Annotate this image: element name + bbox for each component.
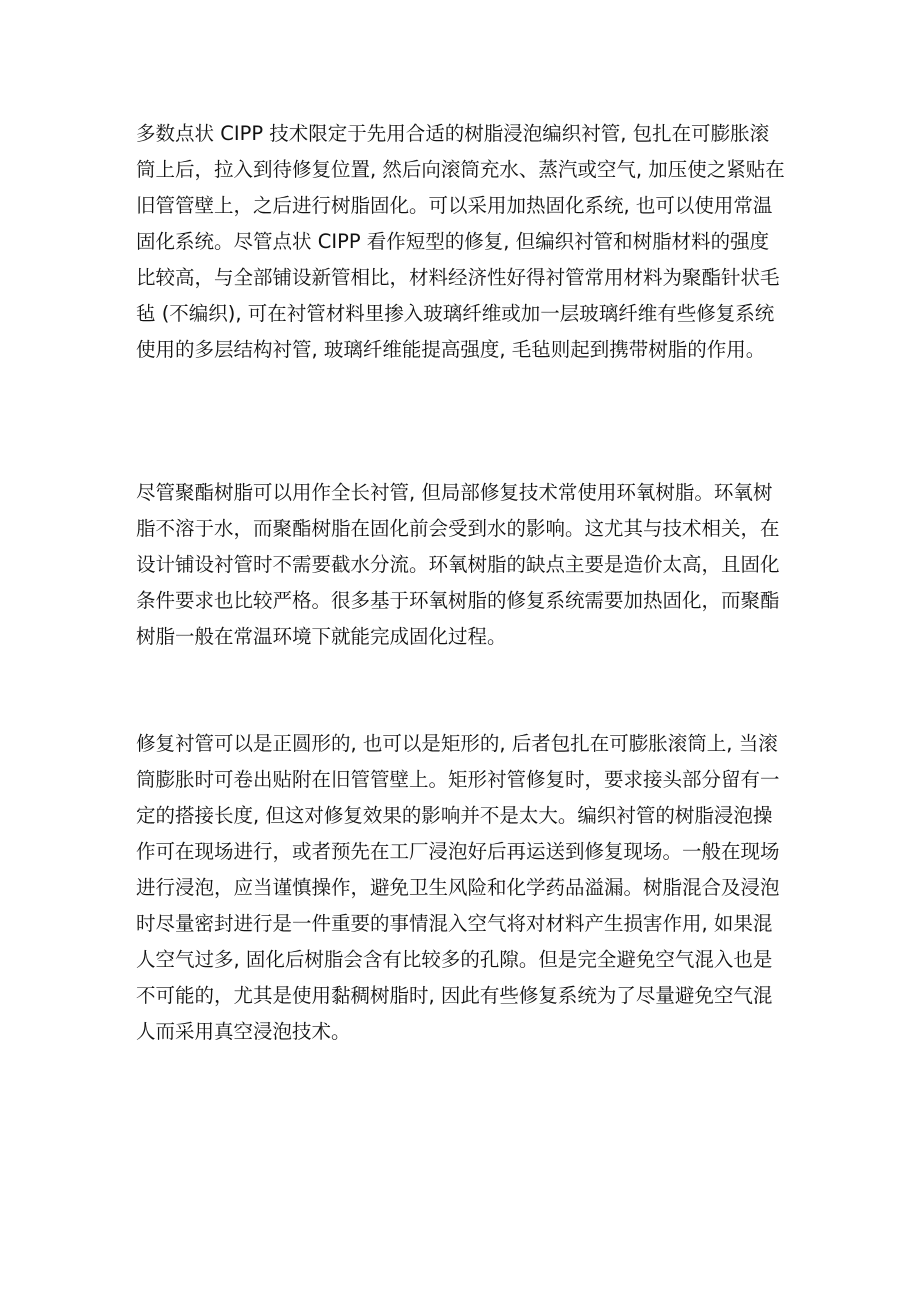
text-line: 作可在现场进行，或者预先在工厂浸泡好后再运送到修复现场。一般在现场: [136, 840, 780, 863]
text-line: 树脂一般在常温环境下就能完成固化过程。: [136, 625, 507, 648]
text-line: 修复衬管可以是正圆形的, 也可以是矩形的, 后者包扎在可膨胀滚筒上, 当滚: [136, 732, 778, 755]
text-line: 毡 (不编织), 可在衬管材料里掺入玻璃纤维或加一层玻璃纤维有些修复系统: [136, 302, 775, 325]
text-line: 旧管管壁上，之后进行树脂固化。可以采用加热固化系统, 也可以使用常温: [136, 194, 773, 217]
paragraph-cipp-point-repair: [136, 116, 796, 368]
paragraph-resin-comparison: [136, 475, 796, 655]
text-line: 进行浸泡，应当谨慎操作，避免卫生风险和化学药品溢漏。树脂混合及浸泡: [136, 876, 780, 899]
text-line: 不可能的，尤其是使用黏稠树脂时, 因此有些修复系统为了尽量避免空气混: [136, 984, 773, 1007]
text-line: 定的搭接长度, 但这对修复效果的影响并不是太大。编织衬管的树脂浸泡操: [136, 804, 773, 827]
text-line: 使用的多层结构衬管, 玻璃纤维能提高强度, 毛毡则起到携带树脂的作用。: [136, 338, 766, 361]
text-line: 筒膨胀时可卷出贴附在旧管管壁上。矩形衬管修复时，要求接头部分留有一: [136, 768, 780, 791]
text-line: 时尽量密封进行是一件重要的事情混入空气将对材料产生损害作用, 如果混: [136, 912, 773, 935]
text-line: 筒上后，拉入到待修复位置, 然后向滚筒充水、蒸汽或空气, 加压使之紧贴在: [136, 158, 785, 181]
text-line: 设计铺设衬管时不需要截水分流。环氧树脂的缺点主要是造价太高，且固化: [136, 553, 780, 576]
text-line: 尽管聚酯树脂可以用作全长衬管, 但局部修复技术常使用环氧树脂。环氧树: [136, 481, 773, 504]
text-line: 脂不溶于水，而聚酯树脂在固化前会受到水的影响。这尤其与技术相关，在: [136, 517, 780, 540]
text-line: 多数点状 CIPP 技术限定于先用合适的树脂浸泡编织衬管, 包扎在可膨胀滚: [136, 122, 770, 145]
paragraph-liner-shapes-impregnation: [136, 726, 796, 1050]
text-line: 固化系统。尽管点状 CIPP 看作短型的修复, 但编织衬管和树脂材料的强度: [136, 230, 770, 253]
text-line: 比较高，与全部铺设新管相比，材料经济性好得衬管常用材料为聚酯针状毛: [136, 266, 780, 289]
text-line: 条件要求也比较严格。很多基于环氧树脂的修复系统需要加热固化，而聚酯: [136, 589, 780, 612]
text-line: 人空气过多, 固化后树脂会含有比较多的孔隙。但是完全避免空气混入也是: [136, 948, 773, 971]
text-line: 人而采用真空浸泡技术。: [136, 1020, 351, 1043]
